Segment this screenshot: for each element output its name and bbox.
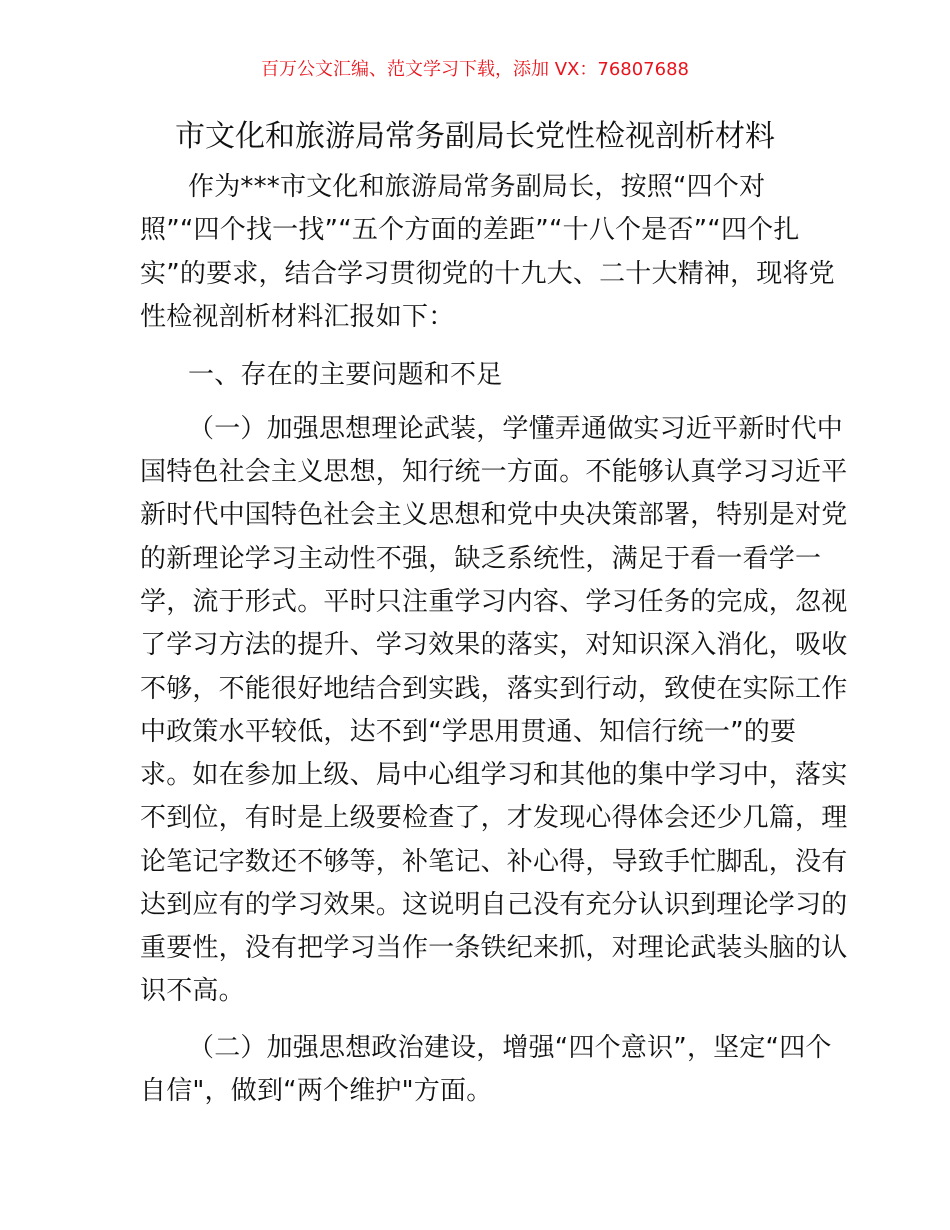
body-line: 了学习方法的提升、学习效果的落实，对知识深入消化，吸收 — [140, 630, 848, 660]
document-title: 市文化和旅游局常务副局长党性检视剖析材料 — [175, 119, 775, 154]
body-line: 的新理论学习主动性不强，缺乏系统性，满足于看一看学一 — [140, 544, 822, 574]
subsection-heading-1-line-1: （一）加强思想理论武装，学懂弄通做实习近平新时代中 — [188, 414, 844, 444]
body-line: 不到位，有时是上级要检查了，才发现心得体会还少几篇，理 — [140, 803, 848, 833]
body-line: 学，流于形式。平时只注重学习内容、学习任务的完成，忽视 — [140, 587, 848, 617]
header-banner: 百万公文汇编、范文学习下载，添加 VX：76807688 — [261, 59, 689, 80]
paragraph-line-intro-3: 实”的要求，结合学习贯彻党的十九大、二十大精神，现将党 — [140, 259, 835, 289]
subsection-heading-2-line-2: 自信"，做到“两个维护"方面。 — [140, 1076, 493, 1106]
subsection-heading-2-line-1: （二）加强思想政治建设，增强“四个意识”，坚定“四个 — [188, 1033, 832, 1063]
body-line: 识不高。 — [140, 976, 245, 1006]
body-line: 新时代中国特色社会主义思想和党中央决策部署，特别是对党 — [140, 500, 848, 530]
body-line: 国特色社会主义思想，知行统一方面。不能够认真学习习近平 — [140, 457, 848, 487]
paragraph-line-intro-4: 性检视剖析材料汇报如下： — [140, 302, 455, 332]
body-line: 不够，不能很好地结合到实践，落实到行动，致使在实际工作 — [140, 674, 848, 704]
body-line: 论笔记字数还不够等，补笔记、补心得，导致手忙脚乱，没有 — [140, 847, 848, 877]
paragraph-line-intro-1: 作为***市文化和旅游局常务副局长，按照“四个对 — [188, 172, 766, 202]
body-line: 达到应有的学习效果。这说明自己没有充分认识到理论学习的 — [140, 890, 848, 920]
body-line: 中政策水平较低，达不到“学思用贯通、知信行统一”的要 — [140, 717, 797, 747]
body-line: 重要性，没有把学习当作一条铁纪来抓，对理论武装头脑的认 — [140, 933, 848, 963]
paragraph-line-intro-2: 照”“四个找一找”“五个方面的差距”“十八个是否”“四个扎 — [140, 215, 800, 245]
section-heading-1: 一、存在的主要问题和不足 — [188, 360, 503, 390]
body-line: 求。如在参加上级、局中心组学习和其他的集中学习中，落实 — [140, 760, 848, 790]
